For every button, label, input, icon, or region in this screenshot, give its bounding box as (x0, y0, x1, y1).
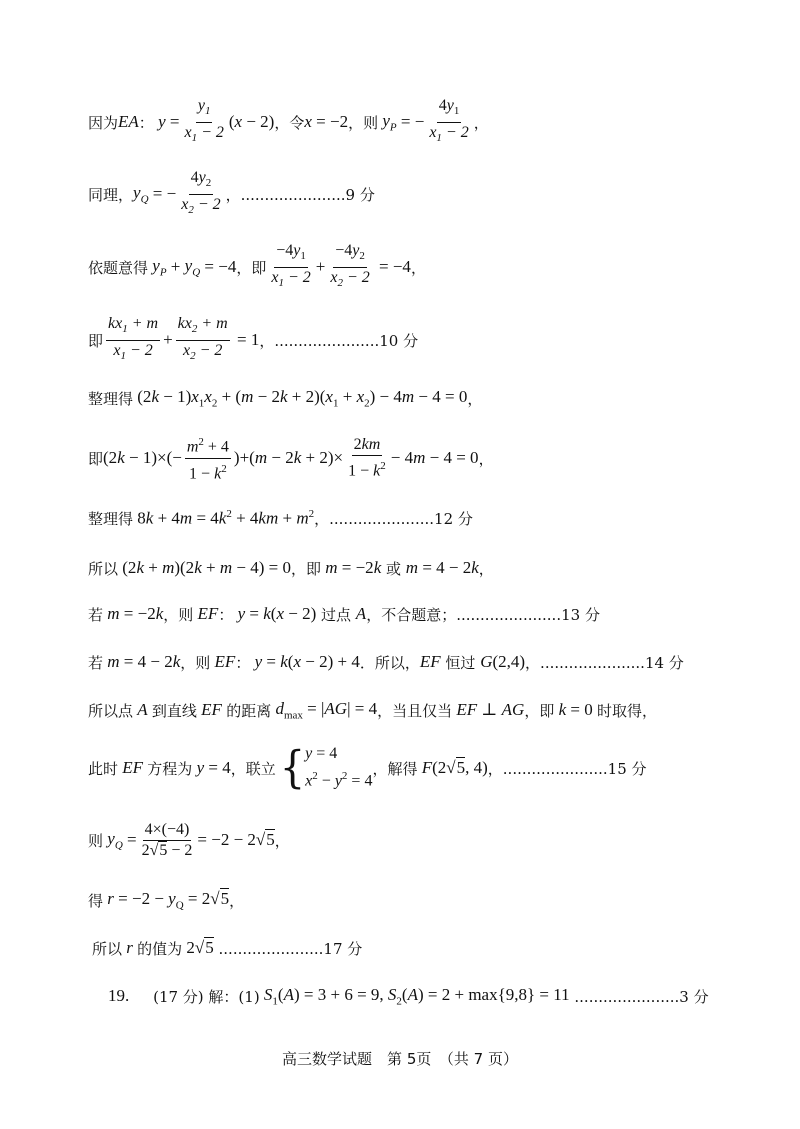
page-footer: 高三数学试题 第 5页 （共 7 页） (282, 1050, 518, 1068)
solution-line-4: 即 $\frac{kx_1 + m}{x_1 - 2}$ + $\frac{kx_2 + m}{x_2 - 2}$ = 1 ，......................10 分 (88, 315, 419, 362)
solution-line-12: 此时 EF 方程为 y = 4 ，联立 { y = 4 $x^2 - y^2 = 4$ ，解得 F(2√5, 4) ，......................15 分 (88, 742, 647, 794)
solution-line-9: 若 m = −2k ，则 EF ： y = k(x − 2) 过点 A ，不合题意；......................13 分 (88, 604, 600, 624)
solution-line-5: 整理得 $(2k - 1)x_1x_2 + (m - 2k + 2)(x_1 + x_2) - 4m - 4 = 0$ ， (88, 386, 483, 410)
solution-line-1: 因为 EA ： y = $\frac{y_1}{x_1 - 2}$ (x − 2) ，令 x = −2 ，则 $y_P$ = − $\frac{4y_1}{x_1 - 2}$ ， (88, 97, 489, 144)
solution-line-15: 所以 r 的值为 2√5 ......................17 分 (92, 938, 363, 958)
solution-line-14: 得 $r = -2 - y_Q = 2√5$ ， (88, 888, 245, 912)
solution-line-2: 同理， $y_Q$ = − $\frac{4y_2}{x_2 - 2}$ ，......................9 分 (88, 169, 375, 216)
problem-19-part-1: 19. (17 分) 解：(1) $S_1(A) = 3 + 6 = 9$, $S_2(A) = 2 + \max\{9,8\} = 11$ ......................3 分 (108, 984, 709, 1008)
solution-line-11: 所以点 A 到直线 EF 的距离 $d_{max} = |AG| = 4$ ，当且仅当 EF ⊥ AG ，即 k = 0 时取得， (88, 698, 657, 722)
solution-line-13: 则 $y_Q$ = $\frac{4\times(-4)}{2√5 - 2}$ = −2 − 2√5 ， (88, 820, 290, 859)
solution-line-3: 依题意得 $y_P$ + $y_Q$ = −4 ，即 $\frac{-4y_1}{x_1 - 2}$ + $\frac{-4y_2}{x_2 - 2}$ = −4 ， (88, 242, 426, 289)
solution-line-8: 所以 (2k + m)(2k + m − 4) = 0 ，即 m = −2k 或 m = 4 − 2k ， (88, 558, 494, 578)
solution-line-10: 若 m = 4 − 2k ，则 EF ： y = k(x − 2) + 4 ．所以， EF 恒过 G(2,4) ，......................14 分 (88, 652, 684, 672)
solution-line-6: 即 (2k − 1)×(− $\frac{m^2 + 4}{1 - k^2}$ )+(m − 2k + 2)× $\frac{2km}{1 - k^2}$ − 4m − 4 = 0 ， (88, 436, 728, 480)
solution-line-7: 整理得 $8k + 4m = 4k^2 + 4km + m^2$ ，......................12 分 (88, 507, 473, 528)
